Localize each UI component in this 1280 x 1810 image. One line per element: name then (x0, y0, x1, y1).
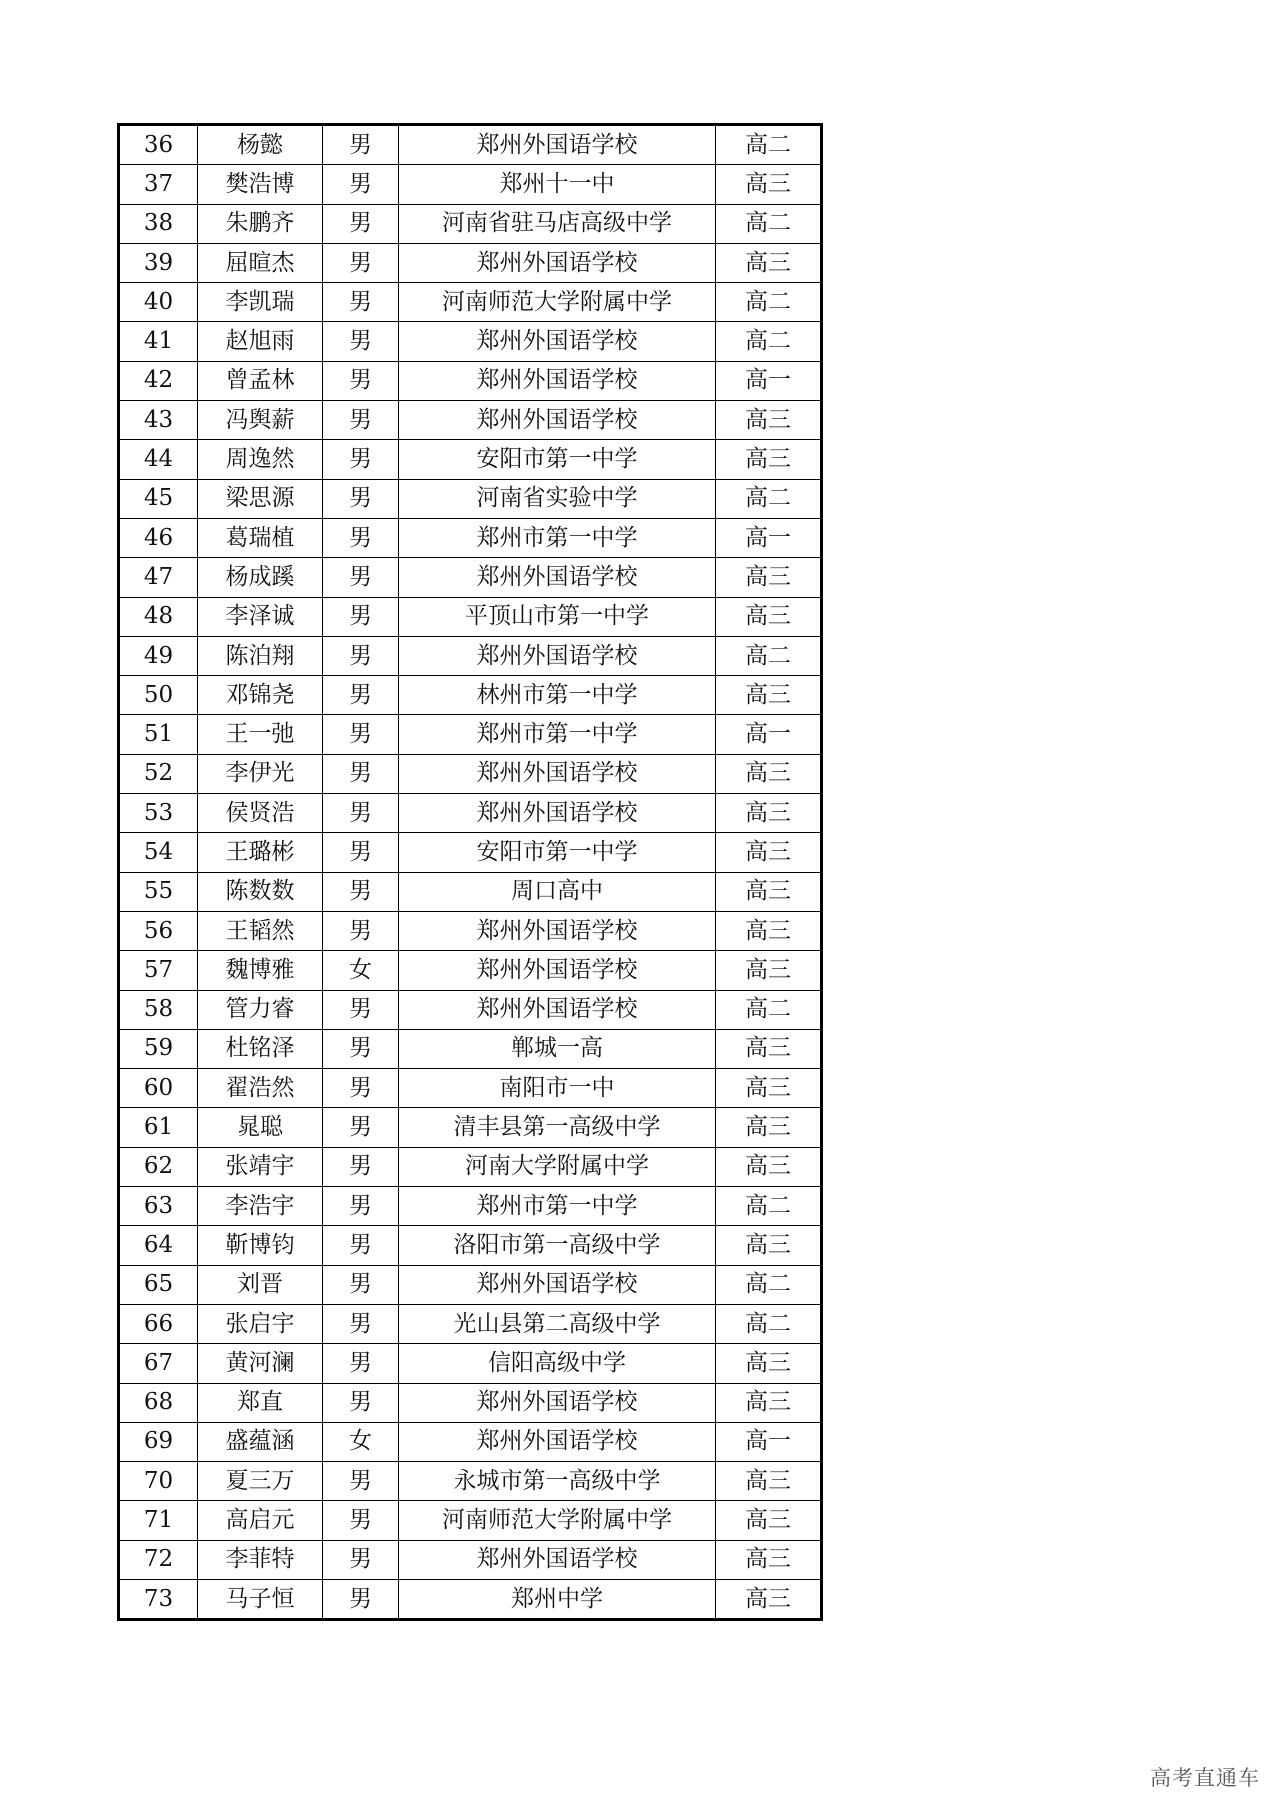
student-name-cell: 陈数数 (198, 872, 323, 911)
row-number-cell: 50 (119, 676, 198, 715)
table-row (119, 1501, 822, 1540)
school-cell: 郑州外国语学校 (399, 1422, 716, 1461)
grade-cell: 高三 (716, 401, 822, 440)
student-name-cell: 周逸然 (198, 440, 323, 479)
table-row (119, 636, 822, 675)
grade-cell: 高二 (716, 322, 822, 361)
gender-cell: 男 (323, 361, 399, 400)
grade-cell: 高三 (716, 1462, 822, 1501)
gender-cell: 男 (323, 1029, 399, 1068)
table-row (119, 1462, 822, 1501)
row-number-cell: 40 (119, 283, 198, 322)
gender-cell: 男 (323, 1462, 399, 1501)
school-cell: 永城市第一高级中学 (399, 1462, 716, 1501)
table-row (119, 440, 822, 479)
gender-cell: 男 (323, 1147, 399, 1186)
student-name-cell: 管力睿 (198, 990, 323, 1029)
student-name-cell: 王璐彬 (198, 833, 323, 872)
gender-cell: 男 (323, 204, 399, 243)
table-row (119, 597, 822, 636)
table-row (119, 322, 822, 361)
row-number-cell: 37 (119, 165, 198, 204)
gender-cell: 男 (323, 715, 399, 754)
student-name-cell: 黄河澜 (198, 1344, 323, 1383)
student-name-cell: 李凯瑞 (198, 283, 323, 322)
gender-cell: 男 (323, 872, 399, 911)
grade-cell: 高一 (716, 1422, 822, 1461)
grade-cell: 高二 (716, 1187, 822, 1226)
student-name-cell: 陈泊翔 (198, 636, 323, 675)
gender-cell: 男 (323, 165, 399, 204)
school-cell: 郑州外国语学校 (399, 1265, 716, 1304)
gender-cell: 男 (323, 518, 399, 557)
grade-cell: 高三 (716, 597, 822, 636)
row-number-cell: 69 (119, 1422, 198, 1461)
grade-cell: 高一 (716, 715, 822, 754)
school-cell: 郑州外国语学校 (399, 794, 716, 833)
student-name-cell: 张启宇 (198, 1304, 323, 1343)
table-row (119, 125, 822, 165)
gender-cell: 男 (323, 283, 399, 322)
student-name-cell: 李菲特 (198, 1540, 323, 1579)
row-number-cell: 57 (119, 951, 198, 990)
school-cell: 林州市第一中学 (399, 676, 716, 715)
table-row (119, 951, 822, 990)
school-cell: 平顶山市第一中学 (399, 597, 716, 636)
school-cell: 郑州外国语学校 (399, 125, 716, 165)
student-name-cell: 郑直 (198, 1383, 323, 1422)
gender-cell: 男 (323, 1501, 399, 1540)
student-name-cell: 樊浩博 (198, 165, 323, 204)
school-cell: 信阳高级中学 (399, 1344, 716, 1383)
gender-cell: 男 (323, 676, 399, 715)
student-name-cell: 赵旭雨 (198, 322, 323, 361)
gender-cell: 男 (323, 440, 399, 479)
row-number-cell: 39 (119, 243, 198, 282)
grade-cell: 高三 (716, 951, 822, 990)
student-name-cell: 屈暄杰 (198, 243, 323, 282)
school-cell: 郑州市第一中学 (399, 1187, 716, 1226)
row-number-cell: 43 (119, 401, 198, 440)
school-cell: 南阳市一中 (399, 1069, 716, 1108)
table-row (119, 558, 822, 597)
roster-table-wrapper (117, 123, 823, 1621)
student-name-cell: 盛蕴涵 (198, 1422, 323, 1461)
grade-cell: 高三 (716, 911, 822, 950)
gender-cell: 男 (323, 1383, 399, 1422)
grade-cell: 高三 (716, 833, 822, 872)
row-number-cell: 56 (119, 911, 198, 950)
grade-cell: 高二 (716, 636, 822, 675)
student-name-cell: 李泽诚 (198, 597, 323, 636)
school-cell: 郑州外国语学校 (399, 322, 716, 361)
table-row (119, 165, 822, 204)
school-cell: 郑州外国语学校 (399, 911, 716, 950)
school-cell: 清丰县第一高级中学 (399, 1108, 716, 1147)
table-row (119, 872, 822, 911)
row-number-cell: 49 (119, 636, 198, 675)
grade-cell: 高二 (716, 479, 822, 518)
table-row (119, 1187, 822, 1226)
table-row (119, 794, 822, 833)
table-row (119, 1147, 822, 1186)
table-row (119, 518, 822, 557)
school-cell: 河南师范大学附属中学 (399, 283, 716, 322)
grade-cell: 高一 (716, 361, 822, 400)
student-name-cell: 冯舆薪 (198, 401, 323, 440)
student-name-cell: 梁思源 (198, 479, 323, 518)
grade-cell: 高三 (716, 558, 822, 597)
student-name-cell: 晁聪 (198, 1108, 323, 1147)
school-cell: 郑州外国语学校 (399, 636, 716, 675)
row-number-cell: 44 (119, 440, 198, 479)
gender-cell: 男 (323, 1226, 399, 1265)
row-number-cell: 67 (119, 1344, 198, 1383)
grade-cell: 高三 (716, 1226, 822, 1265)
student-name-cell: 杨成蹊 (198, 558, 323, 597)
school-cell: 安阳市第一中学 (399, 440, 716, 479)
gender-cell: 男 (323, 558, 399, 597)
gender-cell: 男 (323, 479, 399, 518)
school-cell: 郑州十一中 (399, 165, 716, 204)
row-number-cell: 58 (119, 990, 198, 1029)
table-row (119, 1383, 822, 1422)
row-number-cell: 36 (119, 125, 198, 165)
grade-cell: 高三 (716, 1069, 822, 1108)
school-cell: 河南师范大学附属中学 (399, 1501, 716, 1540)
school-cell: 郑州外国语学校 (399, 951, 716, 990)
table-row (119, 204, 822, 243)
student-name-cell: 王韬然 (198, 911, 323, 950)
student-name-cell: 翟浩然 (198, 1069, 323, 1108)
row-number-cell: 47 (119, 558, 198, 597)
row-number-cell: 42 (119, 361, 198, 400)
student-name-cell: 魏博雅 (198, 951, 323, 990)
row-number-cell: 62 (119, 1147, 198, 1186)
grade-cell: 高三 (716, 1540, 822, 1579)
row-number-cell: 41 (119, 322, 198, 361)
table-row (119, 1108, 822, 1147)
row-number-cell: 53 (119, 794, 198, 833)
gender-cell: 男 (323, 833, 399, 872)
gender-cell: 男 (323, 322, 399, 361)
gender-cell: 男 (323, 1069, 399, 1108)
grade-cell: 高三 (716, 1383, 822, 1422)
table-row (119, 754, 822, 793)
school-cell: 郑州外国语学校 (399, 754, 716, 793)
student-name-cell: 李浩宇 (198, 1187, 323, 1226)
grade-cell: 高二 (716, 1265, 822, 1304)
gender-cell: 男 (323, 911, 399, 950)
row-number-cell: 73 (119, 1579, 198, 1619)
grade-cell: 高三 (716, 794, 822, 833)
gender-cell: 男 (323, 636, 399, 675)
roster-table-body (119, 125, 822, 1620)
roster-table (117, 123, 823, 1621)
grade-cell: 高三 (716, 1501, 822, 1540)
table-row (119, 1029, 822, 1068)
table-row (119, 1540, 822, 1579)
table-row (119, 1579, 822, 1619)
school-cell: 郑州市第一中学 (399, 518, 716, 557)
gender-cell: 男 (323, 125, 399, 165)
gender-cell: 男 (323, 1108, 399, 1147)
school-cell: 郸城一高 (399, 1029, 716, 1068)
grade-cell: 高一 (716, 518, 822, 557)
gender-cell: 男 (323, 1540, 399, 1579)
row-number-cell: 61 (119, 1108, 198, 1147)
grade-cell: 高三 (716, 165, 822, 204)
gender-cell: 男 (323, 1187, 399, 1226)
school-cell: 郑州中学 (399, 1579, 716, 1619)
grade-cell: 高三 (716, 754, 822, 793)
gender-cell: 男 (323, 754, 399, 793)
school-cell: 郑州外国语学校 (399, 401, 716, 440)
grade-cell: 高三 (716, 1108, 822, 1147)
row-number-cell: 46 (119, 518, 198, 557)
school-cell: 安阳市第一中学 (399, 833, 716, 872)
watermark-label: 高考直通车 (1150, 1766, 1260, 1790)
gender-cell: 男 (323, 1579, 399, 1619)
table-row (119, 361, 822, 400)
row-number-cell: 65 (119, 1265, 198, 1304)
gender-cell: 男 (323, 243, 399, 282)
student-name-cell: 朱鹏齐 (198, 204, 323, 243)
row-number-cell: 59 (119, 1029, 198, 1068)
grade-cell: 高二 (716, 283, 822, 322)
student-name-cell: 王一弛 (198, 715, 323, 754)
grade-cell: 高三 (716, 1147, 822, 1186)
grade-cell: 高三 (716, 440, 822, 479)
row-number-cell: 55 (119, 872, 198, 911)
table-row (119, 1344, 822, 1383)
gender-cell: 男 (323, 401, 399, 440)
school-cell: 河南大学附属中学 (399, 1147, 716, 1186)
table-row (119, 401, 822, 440)
gender-cell: 女 (323, 951, 399, 990)
student-name-cell: 杜铭泽 (198, 1029, 323, 1068)
student-name-cell: 邓锦尧 (198, 676, 323, 715)
grade-cell: 高三 (716, 1344, 822, 1383)
table-row (119, 1226, 822, 1265)
student-name-cell: 张靖宇 (198, 1147, 323, 1186)
school-cell: 河南省驻马店高级中学 (399, 204, 716, 243)
student-name-cell: 曾孟林 (198, 361, 323, 400)
student-name-cell: 靳博钧 (198, 1226, 323, 1265)
table-row (119, 1265, 822, 1304)
student-name-cell: 葛瑞植 (198, 518, 323, 557)
table-row (119, 243, 822, 282)
table-row (119, 1422, 822, 1461)
table-row (119, 911, 822, 950)
table-row (119, 283, 822, 322)
gender-cell: 男 (323, 794, 399, 833)
school-cell: 郑州外国语学校 (399, 243, 716, 282)
school-cell: 河南省实验中学 (399, 479, 716, 518)
gender-cell: 男 (323, 1304, 399, 1343)
row-number-cell: 52 (119, 754, 198, 793)
table-row (119, 990, 822, 1029)
table-row (119, 676, 822, 715)
row-number-cell: 45 (119, 479, 198, 518)
school-cell: 郑州市第一中学 (399, 715, 716, 754)
grade-cell: 高三 (716, 1579, 822, 1619)
school-cell: 光山县第二高级中学 (399, 1304, 716, 1343)
row-number-cell: 60 (119, 1069, 198, 1108)
school-cell: 郑州外国语学校 (399, 361, 716, 400)
school-cell: 郑州外国语学校 (399, 990, 716, 1029)
school-cell: 郑州外国语学校 (399, 1383, 716, 1422)
grade-cell: 高三 (716, 872, 822, 911)
row-number-cell: 66 (119, 1304, 198, 1343)
table-row (119, 1069, 822, 1108)
grade-cell: 高二 (716, 990, 822, 1029)
gender-cell: 男 (323, 1344, 399, 1383)
gender-cell: 男 (323, 597, 399, 636)
gender-cell: 男 (323, 990, 399, 1029)
row-number-cell: 63 (119, 1187, 198, 1226)
school-cell: 周口高中 (399, 872, 716, 911)
row-number-cell: 48 (119, 597, 198, 636)
grade-cell: 高二 (716, 1304, 822, 1343)
grade-cell: 高三 (716, 1029, 822, 1068)
row-number-cell: 72 (119, 1540, 198, 1579)
grade-cell: 高三 (716, 676, 822, 715)
grade-cell: 高二 (716, 125, 822, 165)
row-number-cell: 64 (119, 1226, 198, 1265)
row-number-cell: 70 (119, 1462, 198, 1501)
row-number-cell: 54 (119, 833, 198, 872)
grade-cell: 高三 (716, 243, 822, 282)
gender-cell: 男 (323, 1265, 399, 1304)
student-name-cell: 杨懿 (198, 125, 323, 165)
grade-cell: 高二 (716, 204, 822, 243)
student-name-cell: 刘晋 (198, 1265, 323, 1304)
table-row (119, 479, 822, 518)
row-number-cell: 51 (119, 715, 198, 754)
table-row (119, 1304, 822, 1343)
school-cell: 郑州外国语学校 (399, 558, 716, 597)
student-name-cell: 侯贤浩 (198, 794, 323, 833)
student-name-cell: 李伊光 (198, 754, 323, 793)
row-number-cell: 38 (119, 204, 198, 243)
student-name-cell: 马子恒 (198, 1579, 323, 1619)
gender-cell: 女 (323, 1422, 399, 1461)
school-cell: 洛阳市第一高级中学 (399, 1226, 716, 1265)
student-name-cell: 夏三万 (198, 1462, 323, 1501)
row-number-cell: 71 (119, 1501, 198, 1540)
school-cell: 郑州外国语学校 (399, 1540, 716, 1579)
student-name-cell: 高启元 (198, 1501, 323, 1540)
row-number-cell: 68 (119, 1383, 198, 1422)
table-row (119, 715, 822, 754)
table-row (119, 833, 822, 872)
